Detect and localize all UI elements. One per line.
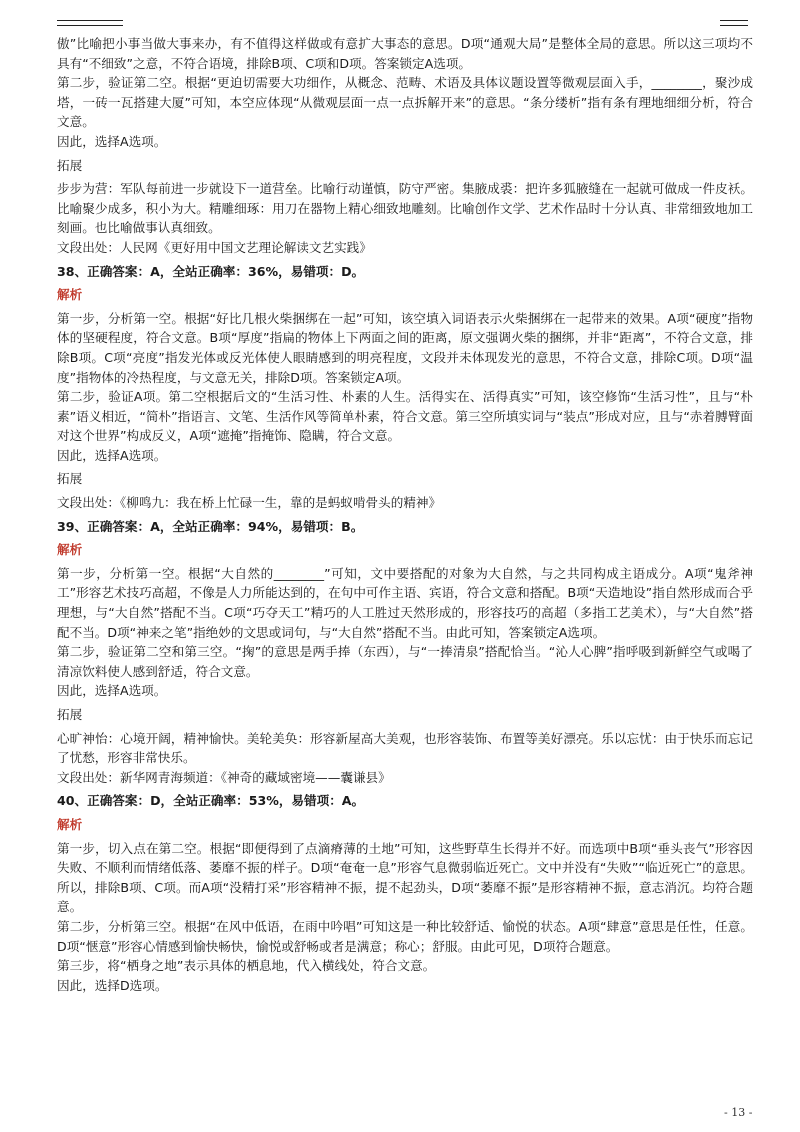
document-body [57, 34, 753, 995]
source-line: 文段出处：《柳鸣九：我在桥上忙碌一生，靠的是蚂蚁啃骨头的精神》 [57, 495, 442, 511]
paragraph: 因此，选择A选项。 [57, 683, 167, 699]
analysis-heading: 解析 [57, 816, 83, 832]
analysis-heading: 解析 [57, 287, 83, 303]
page-number: - 13 - [724, 1106, 753, 1119]
answer-line-38: 38、正确答案：A，全站正确率：36%，易错项：D。 [57, 263, 365, 279]
paragraph: 第三步，将“栖身之地”表示具体的栖息地，代入横线处，符合文意。 [57, 958, 436, 974]
section-label-extension: 拓展 [57, 471, 83, 487]
answer-line-39: 39、正确答案：A，全站正确率：94%，易错项：B。 [57, 518, 364, 534]
paragraph: 步步为营：军队每前进一步就设下一道营垒。比喻行动谨慎，防守严密。集腋成裘：把许多狐腋缝在一起就可做成一件皮袄。比喻聚少成多，积小为大。精雕细琢：用刀在器物上精心细致地雕刻。比喻创作文学、艺术作品时十分认真、非常细致地加工刻画。也比喻做事认真细致。 [57, 181, 753, 236]
source-line: 文段出处：新华网青海频道：《神奇的藏域密境——囊谦县》 [57, 769, 391, 785]
paragraph: 第二步，分析第三空。根据“在风中低语，在雨中吟唱”可知这是一种比较舒适、愉悦的状态。A项“肆意”意思是任性，任意。D项“惬意”形容心情感到愉快畅快，愉悦或舒畅或者是满意；称心；舒服。由此可见，D项符合题意。 [57, 918, 753, 954]
paragraph: 傲”比喻把小事当做大事来办，有不值得这样做或有意扩大事态的意思。D项“通观大局”是整体全局的意思。所以这三项均不具有“不细致”之意，不符合语境，排除B项、C项和D项。答案锁定A选项。 [57, 36, 753, 71]
section-label-extension: 拓展 [57, 157, 83, 173]
header-rule-left [57, 20, 123, 26]
paragraph: 第一步，分析第一空。根据“好比几根火柴捆绑在一起”可知，该空填入词语表示火柴捆绑在一起带来的效果。A项“硬度”指物体的坚硬程度，符合文意。B项“厚度”指扁的物体上下两面之间的距离，原文强调火柴的捆绑，并非“距离”，不符合文意，排除B项。C项“亮度”指发光体或反光体使人眼睛感到的明亮程度，文段并未体现发光的意思，不符合文意，排除C项。D项“温度”指物体的冷热程度，与文意无关，排除D项。答案锁定A项。 [57, 310, 753, 385]
paragraph: 第一步，分析第一空。根据“大自然的________”可知，文中要搭配的对象为大自然，与之共同构成主语成分。A项“鬼斧神工”形容艺术技巧高超，不像是人力所能达到的，在句中可作主语、宾语，符合文意和搭配。B项“天造地设”指自然形成而合乎理想，与“大自然”搭配不当。C项“巧夺天工”精巧的人工胜过天然形成的，形容技巧的高超（多指工艺美术），与“大自然”搭配不当。D项“神来之笔”指绝妙的文思或词句，与“大自然”搭配不当。由此可知，答案锁定A选项。 [57, 565, 753, 640]
answer-line-40: 40、正确答案：D，全站正确率：53%，易错项：A。 [57, 793, 365, 809]
analysis-heading: 解析 [57, 542, 83, 558]
paragraph: 因此，选择A选项。 [57, 133, 167, 149]
paragraph: 第一步，切入点在第二空。根据“即便得到了点滴瘠薄的土地”可知，这些野草生长得并不好。而选项中B项“垂头丧气”形容因失败、不顺利而情绪低落、萎靡不振的样子。D项“奄奄一息”形容气息微弱临近死亡。文中并没有“失败”“临近死亡”的意思。所以，排除B项、C项。而A项“没精打采”形容精神不振，提不起劲头，D项“萎靡不振”是形容精神不振，意志消沉。均符合题意。 [57, 840, 753, 915]
paragraph: 因此，选择A选项。 [57, 447, 167, 463]
paragraph: 心旷神怡：心境开阔，精神愉快。美轮美奂：形容新屋高大美观，也形容装饰、布置等美好漂亮。乐以忘忧：由于快乐而忘记了忧愁，形容非常快乐。 [57, 730, 753, 766]
source-line: 文段出处：人民网《更好用中国文艺理论解读文艺实践》 [57, 239, 372, 255]
paragraph: 因此，选择D选项。 [57, 977, 168, 993]
paragraph: 第二步，验证第二空和第三空。“掬”的意思是两手捧（东西），与“一捧清泉”搭配恰当。“沁人心脾”指呼吸到新鲜空气或喝了清凉饮料使人感到舒适，符合文意。 [57, 644, 753, 679]
paragraph: 第二步，验证A项。第二空根据后文的“生活习性、朴素的人生。活得实在、活得真实”可知，该空修饰“生活习性”，且与“朴素”语义相近，“简朴”指语言、文笔、生活作风等简单朴素，符合文意。第三空所填实词与“装点”形成对应，且与“赤着膊臂面对这个世界”构成反义，A项“遮掩”指掩饰、隐瞒，符合文意。 [57, 389, 753, 444]
header-rule-right [720, 20, 748, 26]
paragraph: 第二步，验证第二空。根据“更迫切需要大功细作，从概念、范畴、术语及具体议题设置等微观层面入手，________，聚沙成塔，一砖一瓦搭建大厦”可知，本空应体现“从微观层面一点一点拆解开来”的意思。“条分缕析”指有条有理地细细分析，符合文意。 [57, 75, 753, 130]
section-label-extension: 拓展 [57, 707, 83, 722]
